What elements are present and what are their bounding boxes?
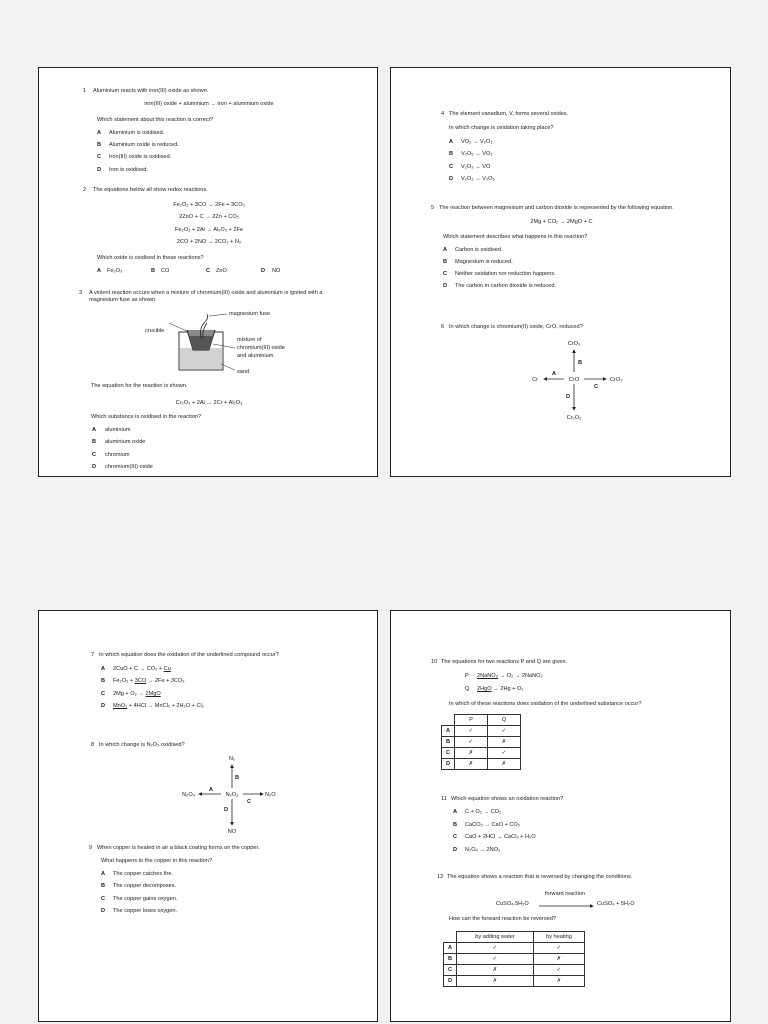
table-cell <box>442 715 455 726</box>
table-cell: ✗ <box>488 759 521 770</box>
q11-stem: Which equation shows an oxidation reaction? <box>451 796 564 802</box>
q2-option-text: NO <box>272 268 281 274</box>
q3-option-letter: B <box>92 439 97 445</box>
q3-option-text: aluminium <box>105 427 131 433</box>
q5-option-text: Neither oxidation nor reduction happens. <box>455 271 556 277</box>
q6-stem: In which change is chromium(II) oxide, CrO, reduced? <box>449 324 583 330</box>
q7-number: 7 <box>91 652 95 658</box>
q2-equation: 2ZnO + C → 2Zn + CO₂ <box>179 214 239 220</box>
q6-route-c: C <box>593 384 599 390</box>
q5-number: 5 <box>431 205 435 211</box>
q8-stem: In which change is N₂O₃ oxidised? <box>99 742 185 748</box>
q1-equation: iron(III) oxide + aluminium → iron + aluminium oxide <box>144 101 274 107</box>
q3-option-letter: C <box>92 452 97 458</box>
table-row <box>444 943 585 954</box>
page-1 <box>38 67 378 477</box>
q4-question: In which change is oxidation taking place? <box>449 125 554 131</box>
q12-stem: The equation shows a reaction that is reversed by changing the conditions. <box>447 874 633 880</box>
q7-option-text: 2CuO + C → CO₂ + Cu <box>113 666 171 672</box>
page-3 <box>38 610 378 1022</box>
q6-centre-label: CrO <box>568 377 580 383</box>
q7-option-letter: C <box>101 691 106 697</box>
q1-option-text: Aluminium is oxidised. <box>109 130 165 136</box>
q6-route-b: B <box>578 360 583 366</box>
q2-option-text: ZnO <box>216 268 227 274</box>
q2-option-letter: C <box>206 268 211 274</box>
table-cell: B <box>442 737 455 748</box>
q4-option-letter: C <box>449 164 454 170</box>
table-cell: ✗ <box>533 976 584 987</box>
table-cell: ✗ <box>533 954 584 965</box>
table-cell: ✗ <box>455 748 488 759</box>
q5-option-text: The carbon in carbon dioxide is reduced. <box>455 283 557 289</box>
label-magnesium-fuse: magnesium fuse <box>229 311 271 317</box>
table-cell: ✓ <box>488 748 521 759</box>
table-row <box>442 726 521 737</box>
q6-bottom-label: Cr₂O₃ <box>566 415 582 421</box>
q5-question: Which statement describes what happens in this reaction? <box>443 234 588 240</box>
q6-diagram <box>526 338 636 421</box>
q4-option-letter: B <box>449 151 454 157</box>
q9-option-text: The copper loses oxygen. <box>113 908 178 914</box>
table-cell: ✓ <box>457 954 534 965</box>
q6-number: 6 <box>441 324 445 330</box>
q9-option-text: The copper catches fire. <box>113 871 174 877</box>
q3-equation: Cr₂O₃ + 2Al → 2Cr + Al₂O₃ <box>175 400 243 406</box>
q5-option-letter: C <box>443 271 448 277</box>
q10-eq-p-label: P <box>465 673 469 679</box>
q1-option-letter: D <box>97 167 102 173</box>
table-header: P <box>455 715 488 726</box>
q3-option-text: chromium(III) oxide <box>105 464 153 470</box>
table-cell: ✓ <box>488 726 521 737</box>
q11-option-letter: C <box>453 834 458 840</box>
q2-option-text: Fe₂O₃ <box>107 268 123 274</box>
q1-stem: Aluminium reacts with iron(III) oxide as shown. <box>93 88 209 94</box>
label-mixture: chromium(III) oxide <box>237 345 285 351</box>
table-row <box>442 759 521 770</box>
q5-equation: 2Mg + CO₂ → 2MgO + C <box>530 219 593 225</box>
table-row <box>442 737 521 748</box>
q10-eq-q: 2HgO → 2Hg + O₂ <box>477 686 524 692</box>
q12-table <box>443 931 585 987</box>
q12-products: CuSO₄ + 5H₂O <box>597 901 635 907</box>
q8-top-label: N₂ <box>228 756 236 762</box>
q3-question: Which substance is oxidised in the reaction? <box>91 414 202 420</box>
q3-option-letter: A <box>92 427 97 433</box>
q2-stem: The equations below all show redox reactions. <box>93 187 208 193</box>
table-cell: C <box>444 965 457 976</box>
q7-option-letter: D <box>101 703 106 709</box>
q8-route-a: A <box>208 787 214 793</box>
q4-option-text: V₂O₃ → VO <box>461 164 491 170</box>
q7-option-text: MnO₂ + 4HCl → MnCl₂ + 2H₂O + Cl₂ <box>113 703 204 709</box>
table-cell: ✓ <box>533 943 584 954</box>
q10-number: 10 <box>431 659 438 665</box>
label-crucible: crucible <box>145 328 165 334</box>
q4-option-letter: D <box>449 176 454 182</box>
q4-option-text: VO₂ → V₂O₃ <box>461 139 493 145</box>
q5-stem: The reaction between magnesium and carbon dioxide is represented by the following equation. <box>439 205 674 211</box>
q8-route-d: D <box>223 807 228 813</box>
q1-option-text: Aluminium oxide is reduced. <box>109 142 179 148</box>
q7-stem: In which equation does the oxidation of the underlined compound occur? <box>99 652 279 658</box>
q1-question: Which statement about this reaction is correct? <box>97 117 214 123</box>
page-2 <box>390 67 731 477</box>
q2-option-text: CO <box>161 268 170 274</box>
q4-option-text: V₂O₅ → VO₂ <box>461 151 493 157</box>
q9-stem: When copper is heated in air a black coating forms on the copper. <box>97 845 260 851</box>
q9-option-letter: D <box>101 908 106 914</box>
table-header: by heating <box>533 932 584 943</box>
q8-route-c: C <box>246 799 252 805</box>
table-header: by adding water <box>457 932 534 943</box>
label-mixture: and aluminium <box>237 353 274 359</box>
q1-option-text: Iron(III) oxide is oxidised. <box>109 154 172 160</box>
q1-option-letter: A <box>97 130 102 136</box>
q2-question: Which oxide is oxidised in these reactions? <box>97 255 204 261</box>
q3-stem: A violent reaction occurs when a mixture of chromium(III) oxide and aluminium is ignited with a <box>89 290 323 296</box>
table-cell: D <box>444 976 457 987</box>
q6-right-label: CrO₃ <box>610 377 623 383</box>
q8-right-label: N₂O <box>265 792 276 798</box>
table-cell: ✓ <box>533 965 584 976</box>
q1-option-letter: C <box>97 154 102 160</box>
q7-option-letter: B <box>101 678 106 684</box>
q1-number: 1 <box>83 88 87 94</box>
q11-number: 11 <box>441 796 447 802</box>
q8-diagram <box>177 753 287 835</box>
q11-option-text: N₂O₄ → 2NO₂ <box>465 847 501 853</box>
table-row <box>444 976 585 987</box>
q1-option-text: Iron is oxidised. <box>109 167 148 173</box>
q5-option-text: Carbon is oxidised. <box>455 247 503 253</box>
page-4 <box>390 610 731 1022</box>
q4-option-text: V₂O₃ → V₂O₅ <box>461 176 495 182</box>
q6-top-label: CrO₃ <box>567 341 581 347</box>
q10-table <box>441 714 521 770</box>
q8-bottom-label: NO <box>227 829 237 835</box>
table-cell <box>444 932 457 943</box>
table-cell: ✗ <box>455 759 488 770</box>
q11-option-letter: A <box>453 809 458 815</box>
q3-option-letter: D <box>92 464 97 470</box>
q3-number: 3 <box>79 290 83 296</box>
q9-question: What happens to the copper in this reaction? <box>101 858 213 864</box>
label-sand: sand <box>237 369 250 375</box>
q9-option-letter: C <box>101 896 106 902</box>
q2-option-letter: B <box>151 268 156 274</box>
q9-option-text: The copper decomposes. <box>113 883 177 889</box>
table-row <box>442 748 521 759</box>
q8-centre-label: N₂O₃ <box>225 792 239 798</box>
q6-route-a: A <box>551 371 557 377</box>
q9-option-letter: B <box>101 883 106 889</box>
q9-number: 9 <box>89 845 93 851</box>
q4-number: 4 <box>441 111 445 117</box>
q12-reactant: CuSO₄.5H₂O <box>496 901 529 907</box>
q6-left-label: Cr <box>532 377 538 383</box>
q10-eq-q-label: Q <box>465 686 470 692</box>
q2-equation: 2CO + 2NO → 2CO₂ + N₂ <box>176 239 242 245</box>
q11-option-text: CaO + 2HCl → CaCl₂ + H₂O <box>465 834 536 840</box>
q10-stem: The equations for two reactions P and Q are given. <box>441 659 568 665</box>
label-mixture: mixture of <box>237 337 262 343</box>
q2-option-letter: D <box>261 268 266 274</box>
table-cell: ✗ <box>457 976 534 987</box>
q2-option-letter: A <box>97 268 102 274</box>
table-cell: ✓ <box>455 737 488 748</box>
q7-option-text: 2Mg + O₂ → 2MgO <box>113 691 161 697</box>
q12-forward-arrow <box>537 902 597 910</box>
table-cell: ✓ <box>455 726 488 737</box>
q3-equation-intro: The equation for the reaction is shown. <box>91 383 188 389</box>
q11-option-text: C + O₂ → CO₂ <box>465 809 502 815</box>
q9-option-text: The copper gains oxygen. <box>113 896 178 902</box>
table-cell: B <box>444 954 457 965</box>
q5-option-letter: D <box>443 283 448 289</box>
q11-option-letter: D <box>453 847 458 853</box>
table-header-row <box>444 932 585 943</box>
q10-eq-p: 2NaNO₃ → O₂ → 2NaNO₂ <box>477 673 543 679</box>
table-cell: A <box>442 726 455 737</box>
q2-number: 2 <box>83 187 87 193</box>
crucible-diagram <box>139 308 279 380</box>
q12-question: How can the forward reaction be reversed? <box>449 916 556 922</box>
q8-left-label: N₂O₄ <box>182 792 195 798</box>
q8-number: 8 <box>91 742 95 748</box>
table-cell: D <box>442 759 455 770</box>
q7-option-text: Fe₂O₃ + 3CO → 2Fe + 3CO₂ <box>113 678 185 684</box>
table-cell: A <box>444 943 457 954</box>
table-cell: ✓ <box>457 943 534 954</box>
q7-option-letter: A <box>101 666 106 672</box>
q3-option-text: chromium <box>105 452 130 458</box>
q5-option-letter: A <box>443 247 448 253</box>
table-cell: C <box>442 748 455 759</box>
q11-option-letter: B <box>453 822 458 828</box>
q6-route-d: D <box>565 394 570 400</box>
q4-option-letter: A <box>449 139 454 145</box>
table-row <box>444 965 585 976</box>
q10-question: In which of these reactions does oxidation of the underlined substance occur? <box>449 701 642 707</box>
table-header: Q <box>488 715 521 726</box>
q8-route-b: B <box>235 775 240 781</box>
table-cell: ✗ <box>457 965 534 976</box>
table-header-row <box>442 715 521 726</box>
q4-stem: The element vanadium, V, forms several oxides. <box>449 111 569 117</box>
q12-arrow-label: forward reaction <box>545 891 586 897</box>
q12-number: 12 <box>437 874 444 880</box>
q5-option-letter: B <box>443 259 448 265</box>
q9-option-letter: A <box>101 871 106 877</box>
q1-option-letter: B <box>97 142 102 148</box>
table-row <box>444 954 585 965</box>
q3-option-text: aluminium oxide <box>105 439 146 445</box>
q11-option-text: CaCO₃ → CaO + CO₂ <box>465 822 520 828</box>
q3-stem: magnesium fuse as shown. <box>89 297 157 303</box>
q2-equation: Fe₂O₃ + 2Al → Al₂O₃ + 2Fe <box>175 227 243 233</box>
q2-equation: Fe₂O₃ + 3CO → 2Fe + 3CO₂ <box>173 202 245 208</box>
q5-option-text: Magnesium is reduced. <box>455 259 513 265</box>
table-cell: ✗ <box>488 737 521 748</box>
